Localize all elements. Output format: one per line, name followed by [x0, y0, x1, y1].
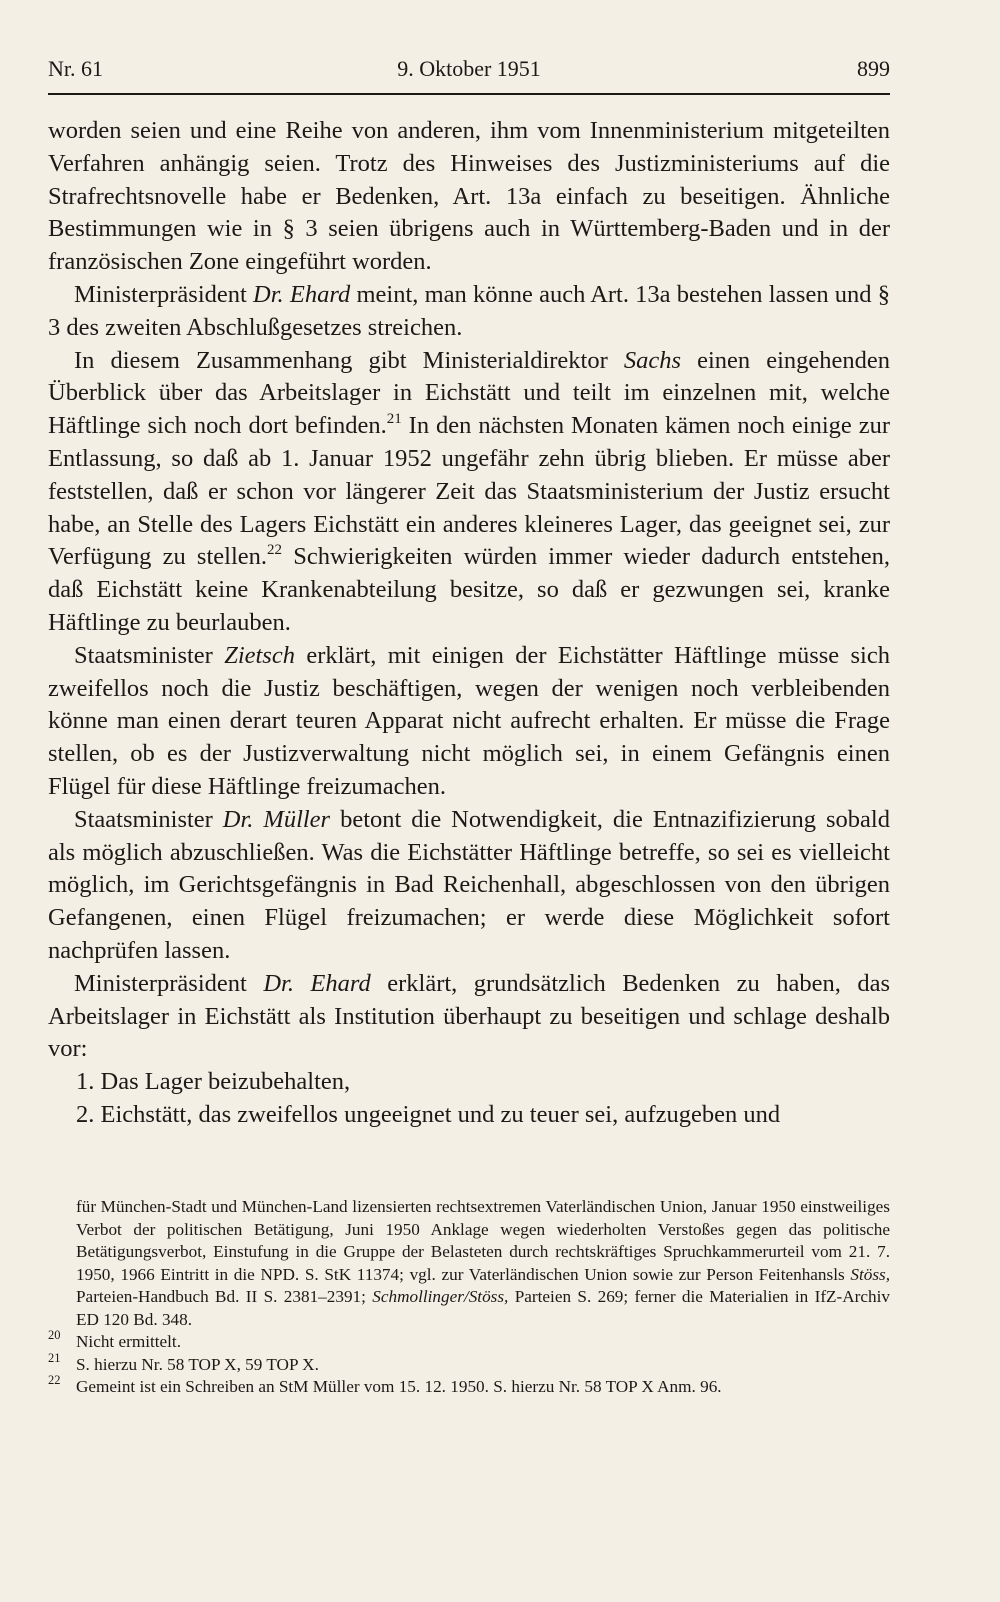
text: einen eingehenden Überblick über das Arbeitslager in Eichstätt und teilt im einzelnen mit, welche Häftlinge sich noch dort befinden. [48, 346, 890, 440]
speaker-name: Sachs [623, 346, 681, 374]
citation-author: Schmollinger/Stöss, [372, 1287, 509, 1306]
paragraph-sachs [48, 345, 890, 640]
speaker-name: Dr. Müller [222, 805, 331, 833]
footnote-text: S. hierzu Nr. 58 TOP X, 59 TOP X. [76, 1354, 319, 1374]
list-item: 2. Eichstätt, das zweifellos ungeeignet und zu teuer sei, aufzugeben und [76, 1100, 781, 1128]
text: In den nächsten Monaten kämen noch einige zur Entlassung, so daß ab 1. Januar 1952 ungefähr zehn übrig blieben. Er müsse aber feststellen, daß er schon vor längerer Zeit das Staatsministerium der Justiz ersucht habe, an Stelle des Lagers Eichstätt ein anderes kleineres Lager, das geeignet sei, zur Verfügung zu stellen. [48, 412, 890, 571]
text: meint, man könne auch Art. 13a bestehen lassen und § 3 des zweiten Abschlußgesetzes streichen. [48, 280, 891, 341]
footnote-text: Nicht ermittelt. [76, 1332, 182, 1351]
paragraph-zietsch [48, 640, 890, 804]
main-text [48, 115, 890, 1132]
footnote-ref: 21 [386, 411, 402, 428]
text: erklärt, grundsätzlich Bedenken zu haben, das Arbeitslager in Eichstätt als Institution überhaupt zu beseitigen und schlage deshalb vor: [48, 969, 891, 1063]
paragraph-ehard-2 [48, 968, 890, 1066]
paragraph-mueller [48, 804, 890, 968]
page-number: 899 [857, 56, 890, 81]
footnotes [48, 1196, 890, 1399]
speaker-name: Zietsch [224, 641, 295, 669]
header-rule [48, 93, 890, 95]
text: Parteien S. 269; ferner die Materialien in IfZ-Archiv ED 120 Bd. 348. [76, 1287, 890, 1329]
footnote-21 [48, 1350, 890, 1377]
text: erklärt, mit einigen der Eichstätter Häftlinge müsse sich zweifellos noch die Justiz beschäftigen, wegen der wenigen noch verbleibenden könne man einen derart teuren Apparat nicht aufrecht erhalten. Er müsse die Frage stellen, ob es der Justizverwaltung nicht möglich sei, in einem Gefängnis einen Flügel für diese Häftlinge freizumachen. [48, 641, 890, 800]
text: Staatsminister [74, 641, 225, 669]
text: für München-Stadt und München-Land lizensierten rechtsextremen Vaterländischen Union, Januar 1950 einstweiliges Verbot der politischen Betätigung, Juni 1950 Anklage wegen wiederholten Verstoßes gegen das politische Betätigungsverbot, Einstufung in die Gruppe der Belasteten durch rechtskräftiges Spruchkammerurteil vom 21. 7. 1950, 1966 Eintritt in die NPD. S. StK 11374; vgl. zur Vaterländischen Union sowie zur Person Feitenhansls [76, 1197, 890, 1284]
text: Ministerpräsident [74, 969, 264, 997]
footnote-text: Gemeint ist ein Schreiben an StM Müller vom 15. 12. 1950. S. hierzu Nr. 58 TOP X Anm. 96. [76, 1377, 722, 1396]
footnote-number: 21 [48, 1350, 61, 1365]
footnote-22 [48, 1373, 890, 1399]
speaker-name: Dr. Ehard [263, 969, 371, 997]
footnote-ref: 22 [267, 542, 283, 559]
header-date: 9. Oktober 1951 [397, 56, 541, 81]
list-item: 1. Das Lager beizubehalten, [76, 1068, 351, 1096]
text: Staatsminister [74, 805, 223, 833]
paragraph-ehard-1 [48, 279, 890, 345]
page-header [48, 52, 890, 86]
speaker-name: Dr. Ehard [253, 280, 351, 308]
footnote-continuation [48, 1196, 890, 1331]
paragraph-continuation: worden seien und eine Reihe von anderen, ihm vom Innenministerium mitgeteilten Verfahren anhängig seien. Trotz des Hinweises des Justizministeriums auf die Strafrechtsnovelle habe er Bedenken, Art. 13a einfach zu beseitigen. Ähnliche Bestimmungen wie in § 3 seien übrigens auch in Württemberg-Baden und in der französischen Zone eingeführt worden. [48, 117, 890, 276]
text: Ministerpräsident [74, 280, 254, 308]
text: In diesem Zusammenhang gibt Ministerialdirektor [74, 346, 624, 374]
footnote-20 [48, 1328, 890, 1354]
footnote-number: 20 [48, 1328, 61, 1342]
text: Parteien-Handbuch Bd. II S. 2381–2391; [76, 1287, 373, 1306]
document-number: Nr. 61 [48, 56, 103, 81]
text: betont die Notwendigkeit, die Entnazifizierung sobald als möglich abzuschließen. Was die Eichstätter Häftlinge betreffe, so sei es vielleicht möglich, im Gerichtsgefängnis in Bad Reichenhall, abgeschlossen von den übrigen Gefangenen, einen Flügel freizumachen; er werde diese Möglichkeit sofort nachprüfen lassen. [48, 805, 890, 964]
citation-author: Stöss, [850, 1264, 890, 1284]
footnote-number: 22 [48, 1373, 61, 1387]
text: Schwierigkeiten würden immer wieder dadurch entstehen, daß Eichstätt keine Krankenabteilung besitze, so daß er gezwungen sei, kranke Häftlinge zu beurlauben. [48, 543, 891, 636]
